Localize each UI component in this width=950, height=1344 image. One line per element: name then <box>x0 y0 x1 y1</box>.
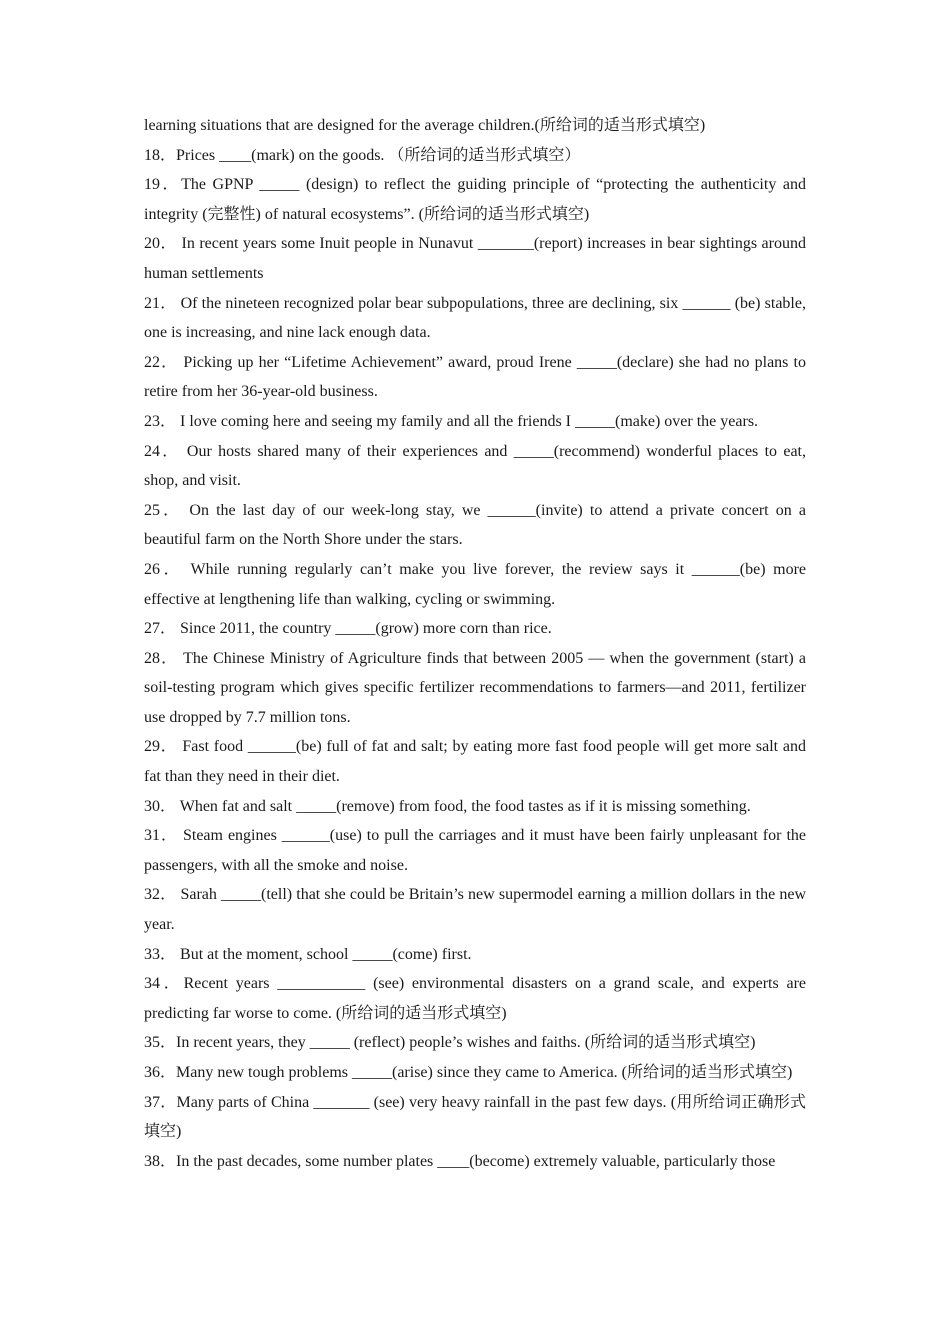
question-28 <box>144 644 806 733</box>
question-number: 30． <box>144 797 177 815</box>
question-number: 22． <box>144 353 179 371</box>
question-text: Since 2011, the country _____(grow) more corn than rice. <box>176 620 552 638</box>
question-19 <box>144 170 806 229</box>
question-number: 37． <box>144 1093 177 1111</box>
question-text: Recent years ___________ (see) environmental disasters on a grand scale, and experts are predicting far worse to come. (所给词的适当形式填空) <box>144 975 806 1022</box>
question-text: In the past decades, some number plates ____(become) extremely valuable, particularly those <box>176 1152 776 1170</box>
question-35 <box>144 1028 806 1058</box>
question-34 <box>144 969 806 1028</box>
question-number: 26． <box>144 560 184 578</box>
question-text: The Chinese Ministry of Agriculture finds that between 2005 — when the government (start) a soil-testing program which gives specific fertilizer recommendations to farmers—and 2011, fertilizer use dropped by 7.7 million tons. <box>144 649 806 726</box>
question-number: 18． <box>144 146 177 164</box>
question-23 <box>144 407 806 437</box>
question-36 <box>144 1058 806 1088</box>
question-31 <box>144 821 806 880</box>
question-number: 35． <box>144 1034 177 1052</box>
question-number: 34． <box>144 975 184 993</box>
question-number: 29． <box>144 738 178 756</box>
question-text: The GPNP _____ (design) to reflect the guiding principle of “protecting the authenticity and integrity (完整性) of natural ecosystems”. (所给词的适当形式填空) <box>144 176 806 223</box>
question-text: While running regularly can’t make you live forever, the review says it ______(be) more effective at lengthening life than walking, cycling or swimming. <box>144 560 806 608</box>
question-number: 23． <box>144 412 177 430</box>
question-text: Steam engines ______(use) to pull the carriages and it must have been fairly unpleasant for the passengers, with all the smoke and noise. <box>144 827 806 874</box>
question-number: 38． <box>144 1152 177 1170</box>
question-number: 25． <box>144 501 183 519</box>
question-27 <box>144 614 806 644</box>
question-number: 21． <box>144 294 177 312</box>
question-33 <box>144 940 806 970</box>
question-number: 19． <box>144 176 182 194</box>
question-text: learning situations that are designed for the average children.(所给词的适当形式填空) <box>144 117 706 134</box>
question-text: Our hosts shared many of their experiences and _____(recommend) wonderful places to eat, shop, and visit. <box>144 442 806 490</box>
question-22 <box>144 348 806 407</box>
question-text: Many new tough problems _____(arise) since they came to America. (所给词的适当形式填空) <box>176 1064 793 1081</box>
question-24 <box>144 437 806 496</box>
question-text: Of the nineteen recognized polar bear subpopulations, three are declining, six ______ (be) stable, one is increasing, and nine lack enough data. <box>144 294 806 342</box>
question-32 <box>144 880 806 939</box>
question-number: 20． <box>144 235 177 253</box>
question-30 <box>144 792 806 822</box>
question-text: When fat and salt _____(remove) from food, the food tastes as if it is missing something. <box>176 797 751 815</box>
question-text: In recent years, they _____ (reflect) people’s wishes and faiths. (所给词的适当形式填空) <box>176 1034 756 1052</box>
document-page <box>144 111 806 1176</box>
question-text: I love coming here and seeing my family and all the friends I _____(make) over the years. <box>176 412 759 430</box>
question-text: Sarah _____(tell) that she could be Britain’s new supermodel earning a million dollars in the new year. <box>144 886 806 934</box>
question-text: Prices ____(mark) on the goods. （所给词的适当形式填空） <box>176 146 581 164</box>
question-text: Many parts of China _______ (see) very heavy rainfall in the past few days. (用所给词正确形式填空) <box>144 1093 806 1141</box>
question-21 <box>144 289 806 348</box>
question-text: On the last day of our week-long stay, we ______(invite) to attend a private concert on a beautiful farm on the North Shore under the stars. <box>144 501 806 549</box>
question-29 <box>144 732 806 791</box>
question-38 <box>144 1147 806 1177</box>
question-18 <box>144 141 806 171</box>
question-number: 31． <box>144 827 178 845</box>
question-20 <box>144 229 806 288</box>
question-number: 28． <box>144 649 179 667</box>
question-25 <box>144 496 806 555</box>
paragraph-17-continued <box>144 111 806 141</box>
question-37 <box>144 1088 806 1147</box>
question-text: But at the moment, school _____(come) first. <box>176 945 472 963</box>
question-number: 27． <box>144 620 177 638</box>
question-number: 36． <box>144 1064 177 1081</box>
question-26 <box>144 555 806 614</box>
question-number: 32． <box>144 886 177 904</box>
question-text: Fast food ______(be) full of fat and salt; by eating more fast food people will get more salt and fat than they need in their diet. <box>144 738 806 786</box>
question-text: In recent years some Inuit people in Nunavut _______(report) increases in bear sightings around human settlements <box>144 235 806 282</box>
question-text: Picking up her “Lifetime Achievement” award, proud Irene _____(declare) she had no plans to retire from her 36-year-old business. <box>144 353 806 401</box>
question-number: 24． <box>144 442 181 460</box>
question-number: 33． <box>144 945 177 963</box>
